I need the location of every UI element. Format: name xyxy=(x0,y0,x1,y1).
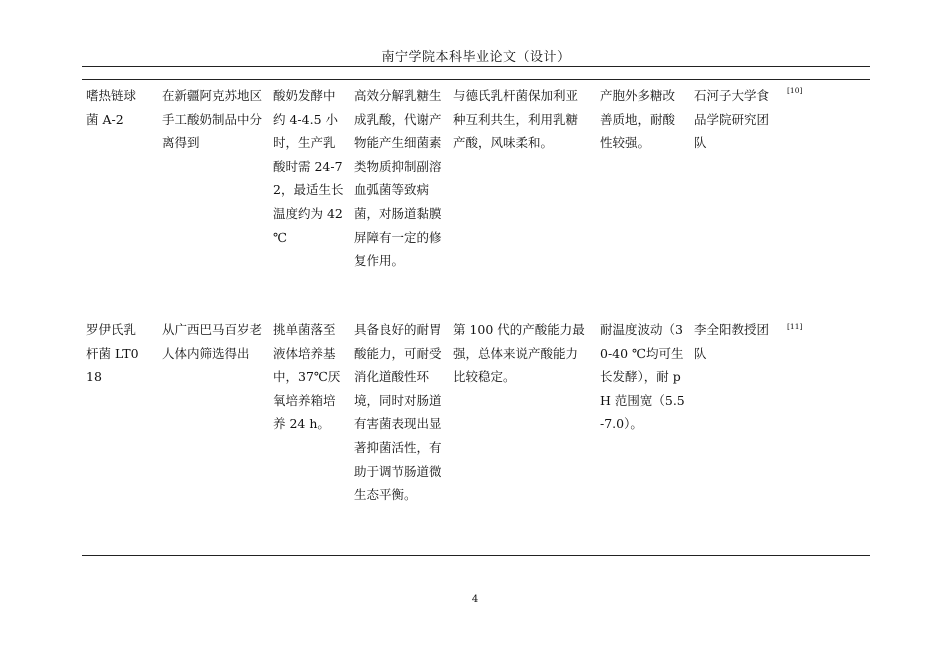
research-team-cell: 李全阳教授团队 xyxy=(694,322,770,361)
table-top-rule xyxy=(82,79,870,80)
function-cell: 高效分解乳糖生成乳酸，代谢产物能产生细菌素类物质抑制副溶血弧菌等致病菌，对肠道黏膜屏障有一定的修复作用。 xyxy=(354,88,442,269)
synergy-cell: 第 100 代的产酸能力最强，总体来说产酸能力比较稳定。 xyxy=(453,322,585,385)
traits-cell: 耐温度波动（30-40 ℃均可生长发酵），耐 pH 范围宽（5.5-7.0）。 xyxy=(600,322,685,432)
strain-name-cell: 罗伊氏乳杆菌 LT018 xyxy=(86,322,139,385)
page-header-title: 南宁学院本科毕业论文（设计） xyxy=(381,50,571,65)
citation-ref: [11] xyxy=(787,322,803,331)
source-cell: 在新疆阿克苏地区手工酸奶制品中分离得到 xyxy=(162,88,263,151)
traits-cell: 产胞外多糖改善质地，耐酸性较强。 xyxy=(600,88,676,151)
function-cell: 具备良好的耐胃酸能力，可耐受消化道酸性环境，同时对肠道有害菌表现出显著抑菌活性，有助于调节肠道微生态平衡。 xyxy=(354,322,442,503)
citation-ref: [10] xyxy=(787,86,803,95)
synergy-cell: 与德氏乳杆菌保加利亚种互利共生，利用乳糖产酸，风味柔和。 xyxy=(453,88,579,151)
source-cell: 从广西巴马百岁老人体内筛选得出 xyxy=(162,322,263,361)
culture-conditions-cell: 挑单菌落至液体培养基中，37℃厌氧培养箱培养 24 h。 xyxy=(273,322,341,432)
header-divider xyxy=(82,66,870,67)
page-number: 4 xyxy=(471,594,479,605)
culture-conditions-cell: 酸奶发酵中约 4-4.5 小时，生产乳酸时需 24-72，最适生长温度约为 42 ℃ xyxy=(273,88,344,245)
research-team-cell: 石河子大学食品学院研究团队 xyxy=(694,88,770,151)
table-bottom-rule xyxy=(82,555,870,556)
strain-name-cell: 嗜热链球菌 A-2 xyxy=(86,88,137,127)
